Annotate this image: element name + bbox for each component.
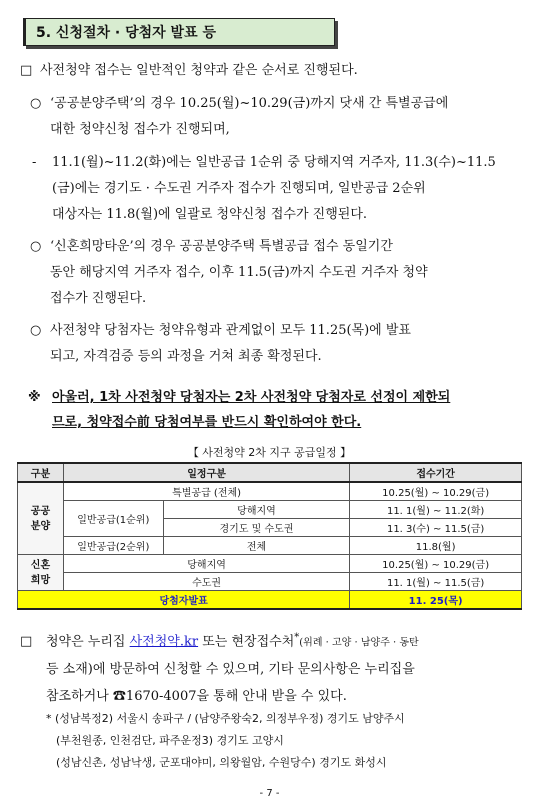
circle-bullet-icon: ○	[30, 323, 42, 338]
footnote-line: (성남신촌, 성남낙생, 군포대야미, 의왕월암, 수원당수) 경기도 화성시	[56, 756, 387, 769]
circle-bullet-icon: ○	[30, 96, 42, 111]
paragraph-line: 등 소재)에 방문하여 신청할 수 있으며, 기타 문의사항은 누리집을	[46, 662, 415, 678]
paragraph-text: 청약은 누리집	[46, 634, 130, 650]
website-link[interactable]: 사전청약.kr	[129, 634, 199, 650]
cell-label: 당첨자발표	[18, 591, 350, 610]
paragraph-intro	[20, 58, 358, 84]
paragraph-line: 참조하거나 ☎1670-4007을 통해 안내 받을 수 있다.	[46, 689, 347, 705]
note-line: 아울러, 1차 사전청약 당첨자는 2차 사전청약 당첨자로 선정이 제한되	[52, 390, 451, 405]
footnote-line: (부천원종, 인천검단, 파주운정3) 경기도 고양시	[56, 734, 284, 747]
cell-label: 일반공급(2순위)	[63, 537, 163, 555]
group-public: 공공 분양	[18, 482, 64, 555]
paragraph-line: 접수가 진행된다.	[50, 291, 147, 306]
header-period: 접수기간	[350, 463, 522, 482]
cell-sublabel: 경기도 및 수도권	[163, 519, 350, 537]
paragraph-line: 대상자는 11.8(월)에 일괄로 청약신청 접수가 진행된다.	[52, 207, 368, 222]
cell-period: 11. 1(월) ~ 11.5(금)	[350, 573, 522, 591]
paragraph-line: ‘공공분양주택’의 경우 10.25(월)~10.29(금)까지 닷새 간 특별공급에	[50, 96, 449, 111]
paragraph-text: 사전청약 접수는 일반적인 청약과 같은 순서로 진행된다.	[40, 63, 358, 78]
note-line: 므로, 청약접수前 당첨여부를 반드시 확인하여야 한다.	[52, 415, 362, 430]
footnote-marker: *	[294, 632, 300, 643]
table-caption: 【 사전청약 2차 지구 공급일정 】	[187, 446, 352, 459]
paragraph-line: 사전청약 당첨자는 청약유형과 관계없이 모두 11.25(목)에 발표	[50, 323, 411, 338]
cell-label: 일반공급(1순위)	[63, 501, 163, 537]
paragraph-text: 또는 현장접수처	[198, 634, 295, 650]
paragraph-line: 동안 해당지역 거주자 접수, 이후 11.5(금)까지 수도권 거주자 청약	[50, 265, 428, 280]
page-number: - 7 -	[259, 788, 280, 799]
cell-sublabel: 전체	[163, 537, 350, 555]
header-group: 구분	[18, 463, 64, 482]
cell-period: 10.25(월) ~ 10.29(금)	[350, 482, 522, 501]
cell-label: 특별공급 (전체)	[63, 482, 349, 501]
paragraph-line: ‘신혼희망타운’의 경우 공공분양주택 특별공급 접수 동일기간	[50, 239, 393, 254]
header-schedule: 일정구분	[63, 463, 349, 482]
table-header-row	[18, 463, 522, 482]
group-newlywed: 신혼 희망	[18, 555, 64, 591]
table-row	[18, 555, 522, 573]
paragraph-line: 대한 청약신청 접수가 진행되며,	[50, 122, 230, 137]
reference-mark-icon: ※	[28, 390, 41, 405]
cell-period: 10.25(월) ~ 10.29(금)	[350, 555, 522, 573]
table-row	[18, 501, 522, 519]
cell-period: 11.8(월)	[350, 537, 522, 555]
paragraph-application-info	[20, 624, 525, 710]
dash-bullet-icon: -	[32, 155, 37, 170]
table-row	[18, 482, 522, 501]
paragraph-public-special	[30, 91, 448, 143]
square-bullet-icon: □	[20, 634, 33, 650]
footnote-line: * (성남복정2) 서울시 송파구 / (남양주왕숙2, 의정부우정) 경기도 남양주시	[46, 712, 405, 725]
footnote	[46, 708, 405, 774]
cell-period: 11. 25(목)	[350, 591, 522, 610]
warning-note	[28, 385, 523, 435]
cell-period: 11. 1(월) ~ 11.2(화)	[350, 501, 522, 519]
section-title: 5. 신청절차 · 당첨자 발표 등	[23, 18, 335, 46]
paragraph-general-supply	[32, 150, 496, 228]
table-row	[18, 573, 522, 591]
paragraph-newlywed	[30, 234, 428, 312]
circle-bullet-icon: ○	[30, 239, 42, 254]
square-bullet-icon: □	[20, 63, 33, 78]
paragraph-line: (금)에는 경기도 · 수도권 거주자 접수가 진행되며, 일반공급 2순위	[52, 181, 426, 196]
paragraph-line: 11.1(월)~11.2(화)에는 일반공급 1순위 중 당해지역 거주자, 11.3(수)~11.5	[52, 155, 496, 170]
cell-label: 수도권	[63, 573, 349, 591]
cell-period: 11. 3(수) ~ 11.5(금)	[350, 519, 522, 537]
paragraph-text: (위례 · 고양 · 남양주 · 동탄	[299, 637, 419, 649]
table-row-result	[18, 591, 522, 610]
table-row	[18, 537, 522, 555]
paragraph-winners	[30, 318, 411, 370]
paragraph-line: 되고, 자격검증 등의 과정을 거쳐 최종 확정된다.	[50, 349, 322, 364]
cell-sublabel: 당해지역	[163, 501, 350, 519]
cell-label: 당해지역	[63, 555, 349, 573]
supply-schedule-table	[17, 462, 522, 610]
